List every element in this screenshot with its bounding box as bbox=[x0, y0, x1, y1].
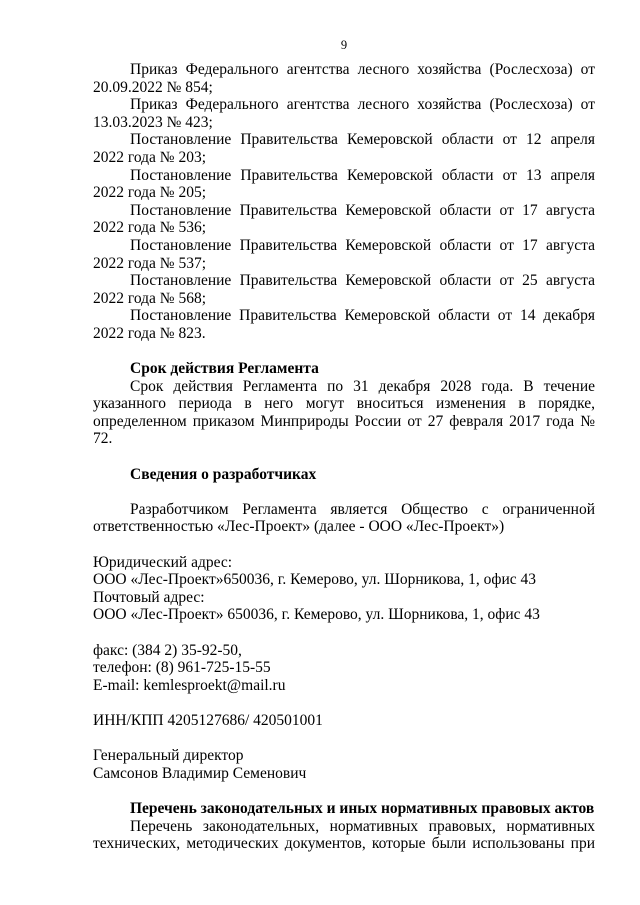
postal-address: ООО «Лес-Проект» 650036, г. Кемерово, ул. Шорникова, 1, офис 43 bbox=[93, 606, 540, 624]
document-item-3: Постановление Правительства Кемеровской области от 12 апреля 2022 года № 203; bbox=[93, 131, 595, 166]
document-item-7: Постановление Правительства Кемеровской области от 25 августа 2022 года № 568; bbox=[93, 272, 595, 307]
legal-address-label: Юридический адрес: bbox=[93, 553, 233, 571]
phone-line: телефон: (8) 961-725-15-55 bbox=[93, 659, 271, 677]
director-title: Генеральный директор bbox=[93, 747, 244, 765]
postal-address-label: Почтовый адрес: bbox=[93, 588, 205, 606]
legislation-heading: Перечень законодательных и иных нормативных правовых актов bbox=[130, 799, 595, 817]
director-name: Самсонов Владимир Семенович bbox=[93, 764, 307, 782]
legal-address: ООО «Лес-Проект»650036, г. Кемерово, ул. Шорникова, 1, офис 43 bbox=[93, 571, 537, 589]
developers-heading: Сведения о разработчиках bbox=[130, 465, 317, 483]
document-item-8: Постановление Правительства Кемеровской области от 14 декабря 2022 года № 823. bbox=[93, 307, 595, 342]
developers-text: Разработчиком Регламента является Общество с ограниченной ответственностью «Лес-Проект» (далее - ООО «Лес-Проект») bbox=[93, 500, 595, 536]
document-item-5: Постановление Правительства Кемеровской области от 17 августа 2022 года № 536; bbox=[93, 201, 595, 237]
legislation-text: Перечень законодательных, нормативных правовых, нормативных технических, методических документов, которые были использованы при bbox=[93, 817, 595, 853]
document-item-2: Приказ Федерального агентства лесного хозяйства (Рослесхоза) от 13.03.2023 № 423; bbox=[93, 96, 595, 131]
fax-line: факс: (384 2) 35-92-50, bbox=[93, 641, 242, 659]
email-line: E-mail: kemlesproekt@mail.ru bbox=[93, 676, 286, 694]
document-item-6: Постановление Правительства Кемеровской области от 17 августа 2022 года № 537; bbox=[93, 236, 595, 272]
page-number: 9 bbox=[340, 38, 348, 52]
document-item-4: Постановление Правительства Кемеровской области от 13 апреля 2022 года № 205; bbox=[93, 166, 595, 202]
validity-heading: Срок действия Регламента bbox=[130, 360, 319, 378]
document-item-1: Приказ Федерального агентства лесного хозяйства (Рослесхоза) от 20.09.2022 № 854; bbox=[93, 61, 595, 96]
document-page bbox=[93, 0, 595, 905]
page-content bbox=[93, 61, 595, 853]
inn-kpp-line: ИНН/КПП 4205127686/ 420501001 bbox=[93, 711, 323, 729]
validity-text: Срок действия Регламента по 31 декабря 2028 года. В течение указанного периода в него могут вноситься изменения в порядке, определенном приказом Минприроды России от 27 февраля 2017 года № 72. bbox=[93, 377, 595, 448]
